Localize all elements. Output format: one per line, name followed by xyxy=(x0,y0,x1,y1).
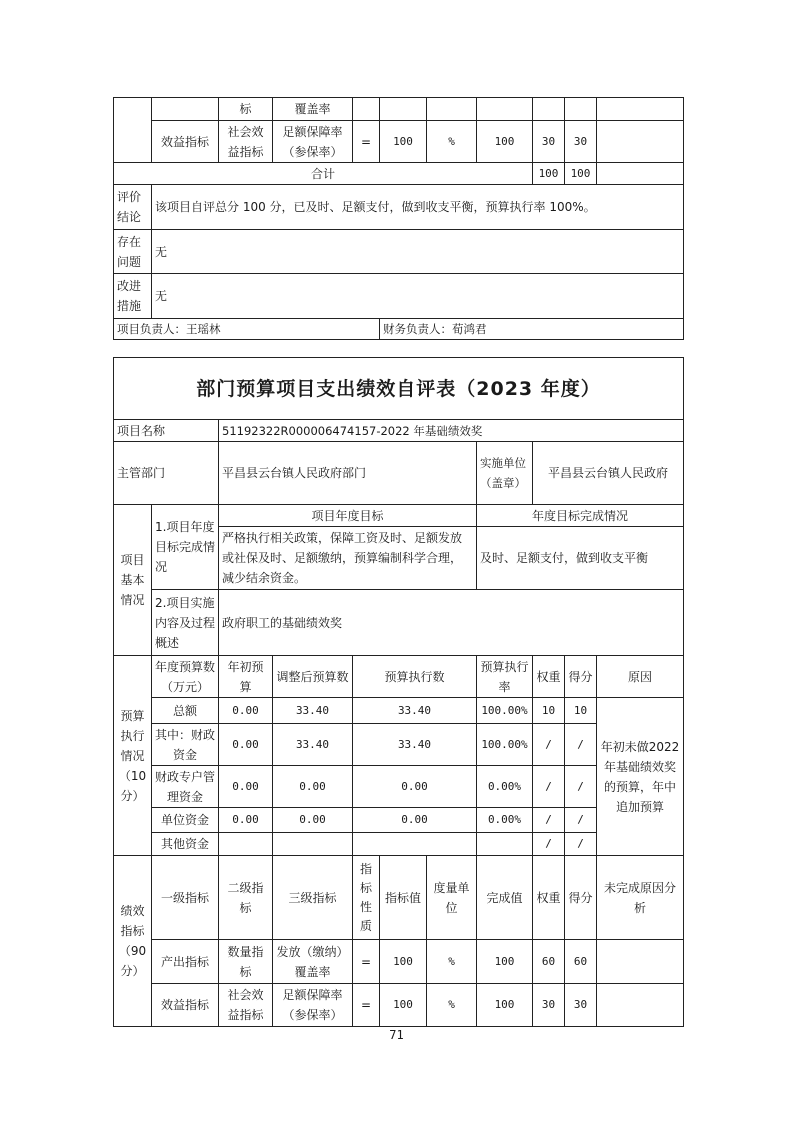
page-title: 部门预算项目支出绩效自评表（2023 年度） xyxy=(114,358,684,420)
goal-text: 严格执行相关政策，保障工资及时、足额发放或社保及时、足额缴纳，预算编制科学合理，减少结余资金。 xyxy=(219,527,477,590)
perf-row xyxy=(114,984,684,1027)
total-label: 合计 xyxy=(114,163,533,185)
initial xyxy=(219,833,273,856)
perf-header: 度量单位 xyxy=(427,856,477,940)
impl-label: 实施单位（盖章） xyxy=(477,442,533,505)
score: 10 xyxy=(565,698,597,724)
completion-text: 及时、足额支付，做到收支平衡 xyxy=(477,527,684,590)
measures-label: 改进措施 xyxy=(114,274,152,319)
rate: 100.00% xyxy=(477,724,533,766)
initial: 0.00 xyxy=(219,766,273,808)
finance-lead: 财务负责人：荀鸿君 xyxy=(380,319,684,340)
self-evaluation-table xyxy=(113,357,684,1027)
executed: 33.40 xyxy=(353,698,477,724)
adjusted: 33.40 xyxy=(273,698,353,724)
budget-reason: 年初未做2022 年基础绩效奖的预算，年中追加预算 xyxy=(597,698,684,856)
title-row xyxy=(114,358,684,420)
indicator-value: 100 xyxy=(380,940,427,984)
signature-row xyxy=(114,319,684,340)
problems-label: 存在问题 xyxy=(114,230,152,274)
cell xyxy=(353,98,380,121)
level2-indicator: 社会效益指标 xyxy=(219,121,273,163)
basic-label: 项目基本情况 xyxy=(114,505,152,656)
rate: 100.00% xyxy=(477,698,533,724)
budget-header: 预算执行数 xyxy=(353,656,477,698)
completion-header: 年度目标完成情况 xyxy=(477,505,684,527)
level3-indicator: 足额保障率（参保率） xyxy=(273,984,353,1027)
budget-header: 得分 xyxy=(565,656,597,698)
indicator-nature: = xyxy=(353,940,380,984)
completion-value: 100 xyxy=(477,121,533,163)
conclusion-text: 该项目自评总分 100 分，已及时、足额支付，做到收支平衡，预算执行率 100%。 xyxy=(152,185,684,230)
perf-header: 未完成原因分析 xyxy=(597,856,684,940)
initial: 0.00 xyxy=(219,724,273,766)
cell xyxy=(565,98,597,121)
perf-header: 指标值 xyxy=(380,856,427,940)
impl: 平昌县云台镇人民政府 xyxy=(533,442,684,505)
cell: 覆盖率 xyxy=(273,98,353,121)
budget-label: 预算执行情况（10分） xyxy=(114,656,152,856)
cell xyxy=(427,98,477,121)
level1-indicator: 效益指标 xyxy=(152,121,219,163)
score: / xyxy=(565,808,597,833)
budget-header: 预算执行率 xyxy=(477,656,533,698)
table-row xyxy=(114,121,684,163)
weight: / xyxy=(533,766,565,808)
dept: 平昌县云台镇人民政府部门 xyxy=(219,442,477,505)
cell xyxy=(533,98,565,121)
level1-indicator: 效益指标 xyxy=(152,984,219,1027)
sub2-text: 政府职工的基础绩效奖 xyxy=(219,590,684,656)
budget-header: 年度预算数（万元） xyxy=(152,656,219,698)
page-number: 71 xyxy=(389,1028,404,1042)
budget-header: 权重 xyxy=(533,656,565,698)
cell xyxy=(380,98,427,121)
perf-row xyxy=(114,940,684,984)
conclusion-row xyxy=(114,185,684,230)
fund-name: 单位资金 xyxy=(152,808,219,833)
fund-name: 其中：财政资金 xyxy=(152,724,219,766)
weight: 30 xyxy=(533,121,565,163)
weight: 60 xyxy=(533,940,565,984)
executed: 33.40 xyxy=(353,724,477,766)
indicator-nature: = xyxy=(353,121,380,163)
conclusion-label: 评价结论 xyxy=(114,185,152,230)
project-name: 51192322R000006474157-2022 年基础绩效奖 xyxy=(219,420,684,442)
indicator-nature: = xyxy=(353,984,380,1027)
reason xyxy=(597,940,684,984)
perf-header-row xyxy=(114,856,684,940)
initial: 0.00 xyxy=(219,808,273,833)
weight: / xyxy=(533,833,565,856)
indicator-value: 100 xyxy=(380,121,427,163)
budget-header: 年初预算 xyxy=(219,656,273,698)
perf-header: 一级指标 xyxy=(152,856,219,940)
score: 30 xyxy=(565,121,597,163)
perf-side-cell xyxy=(114,98,152,163)
project-lead: 项目负责人：王瑶林 xyxy=(114,319,380,340)
fund-name: 总额 xyxy=(152,698,219,724)
perf-header: 得分 xyxy=(565,856,597,940)
measures-row xyxy=(114,274,684,319)
completion-value: 100 xyxy=(477,940,533,984)
sub1-label: 1.项目年度目标完成情况 xyxy=(152,505,219,590)
score: / xyxy=(565,724,597,766)
project-name-label: 项目名称 xyxy=(114,420,219,442)
dept-row xyxy=(114,442,684,505)
budget-header: 调整后预算数 xyxy=(273,656,353,698)
executed: 0.00 xyxy=(353,766,477,808)
perf-header: 权重 xyxy=(533,856,565,940)
level2-indicator: 社会效益指标 xyxy=(219,984,273,1027)
fund-name: 财政专户管理资金 xyxy=(152,766,219,808)
initial: 0.00 xyxy=(219,698,273,724)
score: 60 xyxy=(565,940,597,984)
perf-header: 三级指标 xyxy=(273,856,353,940)
executed xyxy=(353,833,477,856)
perf-label: 绩效指标（90分） xyxy=(114,856,152,1027)
total-weight: 100 xyxy=(533,163,565,185)
score: 30 xyxy=(565,984,597,1027)
indicator-unit: % xyxy=(427,121,477,163)
problems-text: 无 xyxy=(152,230,684,274)
project-name-row xyxy=(114,420,684,442)
cell xyxy=(152,98,219,121)
completion-value: 100 xyxy=(477,984,533,1027)
cell xyxy=(477,98,533,121)
fund-name: 其他资金 xyxy=(152,833,219,856)
budget-header-row xyxy=(114,656,684,698)
weight: / xyxy=(533,808,565,833)
indicator-unit: % xyxy=(427,984,477,1027)
measures-text: 无 xyxy=(152,274,684,319)
sub2-label: 2.项目实施内容及过程概述 xyxy=(152,590,219,656)
budget-header: 原因 xyxy=(597,656,684,698)
cell xyxy=(597,98,684,121)
table-row xyxy=(114,505,684,527)
rate: 0.00% xyxy=(477,766,533,808)
cell: 标 xyxy=(219,98,273,121)
weight: 10 xyxy=(533,698,565,724)
total-score: 100 xyxy=(565,163,597,185)
weight: 30 xyxy=(533,984,565,1027)
indicator-unit: % xyxy=(427,940,477,984)
total-row xyxy=(114,163,684,185)
dept-label: 主管部门 xyxy=(114,442,219,505)
level3-indicator: 足额保障率（参保率） xyxy=(273,121,353,163)
problems-row xyxy=(114,230,684,274)
adjusted: 0.00 xyxy=(273,766,353,808)
table-row xyxy=(114,98,684,121)
perf-table-continued xyxy=(113,97,684,340)
reason xyxy=(597,984,684,1027)
perf-header: 指标性质 xyxy=(353,856,380,940)
adjusted: 0.00 xyxy=(273,808,353,833)
goal-header: 项目年度目标 xyxy=(219,505,477,527)
level3-indicator: 发放（缴纳）覆盖率 xyxy=(273,940,353,984)
cell xyxy=(597,163,684,185)
level2-indicator: 数量指标 xyxy=(219,940,273,984)
adjusted: 33.40 xyxy=(273,724,353,766)
adjusted xyxy=(273,833,353,856)
perf-header: 二级指标 xyxy=(219,856,273,940)
reason xyxy=(597,121,684,163)
rate: 0.00% xyxy=(477,808,533,833)
perf-header: 完成值 xyxy=(477,856,533,940)
table-row xyxy=(114,590,684,656)
score: / xyxy=(565,833,597,856)
executed: 0.00 xyxy=(353,808,477,833)
level1-indicator: 产出指标 xyxy=(152,940,219,984)
rate xyxy=(477,833,533,856)
budget-row xyxy=(114,698,684,724)
score: / xyxy=(565,766,597,808)
weight: / xyxy=(533,724,565,766)
indicator-value: 100 xyxy=(380,984,427,1027)
